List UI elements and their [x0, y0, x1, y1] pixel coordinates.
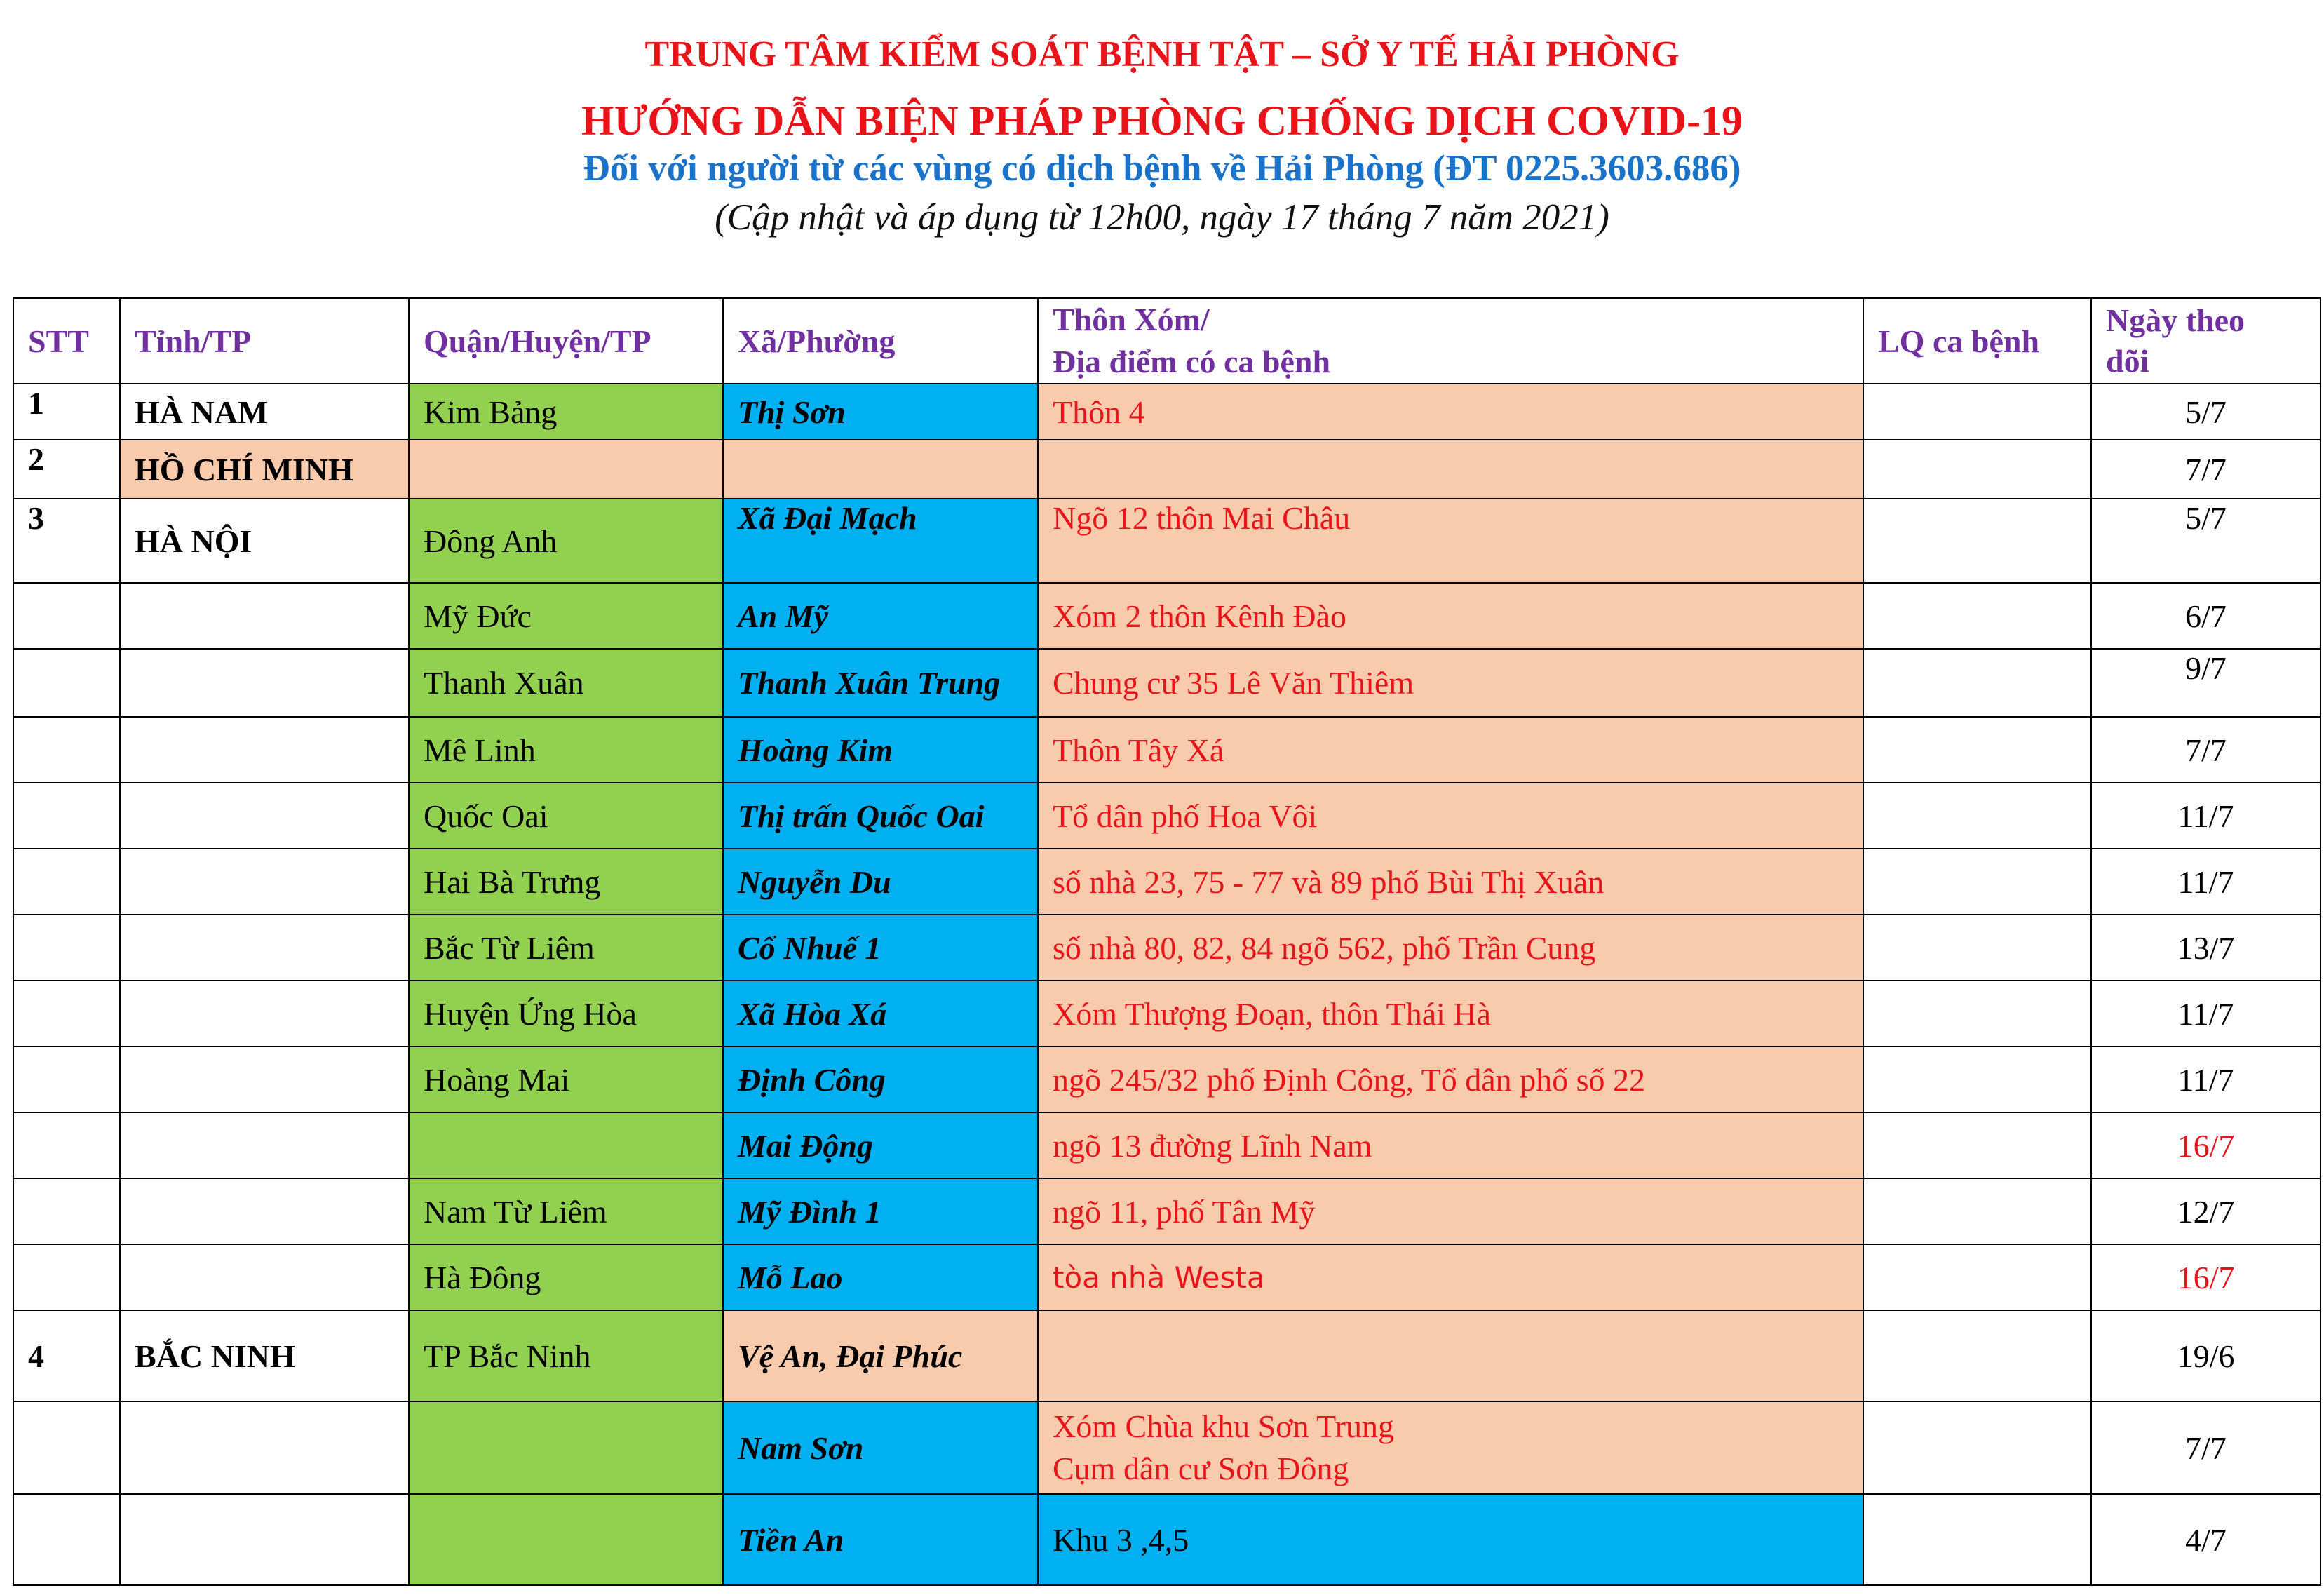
table-row: [13, 1112, 2320, 1178]
cell-stt: [13, 1046, 120, 1112]
update-note: (Cập nhật và áp dụng từ 12h00, ngày 17 tháng 7 năm 2021): [715, 197, 1609, 238]
cell-place: Chung cư 35 Lê Văn Thiêm: [1038, 649, 1863, 717]
table-row: [13, 915, 2320, 981]
document-title: HƯỚNG DẪN BIỆN PHÁP PHÒNG CHỐNG DỊCH COVID-19: [581, 97, 1743, 144]
cell-district: [409, 1401, 723, 1494]
cell-district: [409, 1494, 723, 1585]
cell-district: [409, 440, 723, 499]
header-day-line2: dõi: [2106, 343, 2149, 379]
epidemic-area-table: [13, 297, 2321, 1586]
cell-province: [120, 1494, 409, 1585]
cell-ward: Xã Hòa Xá: [723, 981, 1038, 1046]
cell-place: [1038, 1310, 1863, 1401]
cell-province: [120, 1046, 409, 1112]
table-row: [13, 440, 2320, 499]
cell-ward: Vệ An, Đại Phúc: [723, 1310, 1038, 1401]
table-row: [13, 1244, 2320, 1310]
cell-ward: [723, 440, 1038, 499]
cell-stt: 4: [13, 1310, 120, 1401]
header-stt: STT: [13, 298, 120, 384]
cell-day: 7/7: [2091, 440, 2320, 499]
cell-stt: [13, 717, 120, 783]
cell-stt: [13, 1178, 120, 1244]
cell-day: 9/7: [2091, 649, 2320, 717]
cell-lq: [1863, 1178, 2091, 1244]
header-place-line2: Địa điểm có ca bệnh: [1053, 344, 1331, 379]
cell-stt: [13, 649, 120, 717]
cell-district: [409, 1112, 723, 1178]
cell-district: Mê Linh: [409, 717, 723, 783]
cell-district: Hoàng Mai: [409, 1046, 723, 1112]
cell-province: [120, 1112, 409, 1178]
cell-province: [120, 1401, 409, 1494]
cell-place: Xóm 2 thôn Kênh Đào: [1038, 583, 1863, 649]
cell-place: số nhà 80, 82, 84 ngõ 562, phố Trần Cung: [1038, 915, 1863, 981]
cell-lq: [1863, 1112, 2091, 1178]
cell-district: Bắc Từ Liêm: [409, 915, 723, 981]
cell-place: Thôn Tây Xá: [1038, 717, 1863, 783]
cell-district: TP Bắc Ninh: [409, 1310, 723, 1401]
cell-ward: Mỗ Lao: [723, 1244, 1038, 1310]
cell-stt: [13, 849, 120, 915]
cell-day: 7/7: [2091, 717, 2320, 783]
cell-lq: [1863, 1244, 2091, 1310]
table-row: [13, 1178, 2320, 1244]
cell-day: 13/7: [2091, 915, 2320, 981]
cell-day: 4/7: [2091, 1494, 2320, 1585]
cell-lq: [1863, 583, 2091, 649]
cell-ward: Mai Động: [723, 1112, 1038, 1178]
table-row: [13, 1310, 2320, 1401]
cell-place: số nhà 23, 75 - 77 và 89 phố Bùi Thị Xuân: [1038, 849, 1863, 915]
organization-name: TRUNG TÂM KIỂM SOÁT BỆNH TẬT – SỞ Y TẾ HẢI PHÒNG: [644, 34, 1680, 74]
cell-day: 19/6: [2091, 1310, 2320, 1401]
cell-district: Huyện Ứng Hòa: [409, 981, 723, 1046]
cell-place: Thôn 4: [1038, 384, 1863, 440]
cell-lq: [1863, 1494, 2091, 1585]
cell-province: [120, 583, 409, 649]
cell-district: Kim Bảng: [409, 384, 723, 440]
cell-stt: [13, 583, 120, 649]
cell-lq: [1863, 384, 2091, 440]
header-lq: LQ ca bệnh: [1863, 298, 2091, 384]
table-row: [13, 384, 2320, 440]
cell-lq: [1863, 1310, 2091, 1401]
table-row: [13, 981, 2320, 1046]
cell-province: [120, 649, 409, 717]
table-row: [13, 649, 2320, 717]
cell-day: 11/7: [2091, 849, 2320, 915]
cell-province: HỒ CHÍ MINH: [120, 440, 409, 499]
cell-lq: [1863, 499, 2091, 583]
cell-district: Mỹ Đức: [409, 583, 723, 649]
cell-stt: 1: [13, 384, 120, 440]
cell-day: 5/7: [2091, 384, 2320, 440]
cell-day: 16/7: [2091, 1244, 2320, 1310]
cell-province: [120, 1244, 409, 1310]
cell-place: tòa nhà Westa: [1038, 1244, 1863, 1310]
cell-ward: Nguyễn Du: [723, 849, 1038, 915]
cell-place: Xóm Thượng Đoạn, thôn Thái Hà: [1038, 981, 1863, 1046]
cell-day: 16/7: [2091, 1112, 2320, 1178]
cell-stt: [13, 1401, 120, 1494]
header-province: Tỉnh/TP: [120, 298, 409, 384]
cell-district: Thanh Xuân: [409, 649, 723, 717]
cell-province: [120, 717, 409, 783]
cell-ward: An Mỹ: [723, 583, 1038, 649]
cell-province: [120, 849, 409, 915]
cell-ward: Thị trấn Quốc Oai: [723, 783, 1038, 849]
cell-day: 5/7: [2091, 499, 2320, 583]
cell-day: 6/7: [2091, 583, 2320, 649]
cell-lq: [1863, 440, 2091, 499]
document-subtitle: Đối với người từ các vùng có dịch bệnh về Hải Phòng (ĐT 0225.3603.686): [583, 148, 1741, 189]
cell-ward: Hoàng Kim: [723, 717, 1038, 783]
cell-province: [120, 1178, 409, 1244]
cell-place: ngõ 11, phố Tân Mỹ: [1038, 1178, 1863, 1244]
table-row: [13, 583, 2320, 649]
table-row: [13, 1401, 2320, 1494]
cell-day: 11/7: [2091, 783, 2320, 849]
cell-district: Nam Từ Liêm: [409, 1178, 723, 1244]
cell-place: [1038, 440, 1863, 499]
cell-stt: [13, 1112, 120, 1178]
cell-province: [120, 783, 409, 849]
cell-province: HÀ NAM: [120, 384, 409, 440]
cell-lq: [1863, 981, 2091, 1046]
place-line: Xóm Chùa khu Sơn Trung: [1053, 1408, 1394, 1444]
cell-stt: [13, 1244, 120, 1310]
cell-province: [120, 915, 409, 981]
cell-lq: [1863, 915, 2091, 981]
header-day-line1: Ngày theo: [2106, 302, 2245, 338]
cell-day: 11/7: [2091, 981, 2320, 1046]
cell-stt: [13, 915, 120, 981]
header-day: [2091, 298, 2320, 384]
header-district: Quận/Huyện/TP: [409, 298, 723, 384]
table-row: [13, 849, 2320, 915]
cell-stt: [13, 783, 120, 849]
cell-ward: Tiền An: [723, 1494, 1038, 1585]
cell-place: ngõ 245/32 phố Định Công, Tổ dân phố số 22: [1038, 1046, 1863, 1112]
cell-ward: Định Công: [723, 1046, 1038, 1112]
cell-place: Khu 3 ,4,5: [1038, 1494, 1863, 1585]
table-row: [13, 499, 2320, 583]
header-place: [1038, 298, 1863, 384]
table-row: [13, 717, 2320, 783]
cell-province: [120, 981, 409, 1046]
cell-ward: Thị Sơn: [723, 384, 1038, 440]
cell-ward: Cổ Nhuế 1: [723, 915, 1038, 981]
header-ward: Xã/Phường: [723, 298, 1038, 384]
table-row: [13, 783, 2320, 849]
header-place-line1: Thôn Xóm/: [1053, 302, 1210, 337]
cell-lq: [1863, 1401, 2091, 1494]
cell-province: HÀ NỘI: [120, 499, 409, 583]
cell-province: BẮC NINH: [120, 1310, 409, 1401]
cell-day: 11/7: [2091, 1046, 2320, 1112]
cell-lq: [1863, 717, 2091, 783]
cell-day: 7/7: [2091, 1401, 2320, 1494]
cell-day: 12/7: [2091, 1178, 2320, 1244]
cell-district: Hai Bà Trưng: [409, 849, 723, 915]
cell-district: Hà Đông: [409, 1244, 723, 1310]
table-header-row: [13, 298, 2320, 384]
place-line: Cụm dân cư Sơn Đông: [1053, 1451, 1349, 1486]
cell-lq: [1863, 783, 2091, 849]
cell-place: [1038, 1401, 1863, 1494]
cell-stt: [13, 1494, 120, 1585]
cell-ward: Nam Sơn: [723, 1401, 1038, 1494]
cell-stt: 3: [13, 499, 120, 583]
cell-lq: [1863, 649, 2091, 717]
cell-stt: 2: [13, 440, 120, 499]
cell-lq: [1863, 849, 2091, 915]
cell-stt: [13, 981, 120, 1046]
cell-ward: Xã Đại Mạch: [723, 499, 1038, 583]
cell-ward: Mỹ Đình 1: [723, 1178, 1038, 1244]
table-row: [13, 1046, 2320, 1112]
cell-ward: Thanh Xuân Trung: [723, 649, 1038, 717]
cell-place: Tổ dân phố Hoa Vôi: [1038, 783, 1863, 849]
cell-place: ngõ 13 đường Lĩnh Nam: [1038, 1112, 1863, 1178]
cell-district: Đông Anh: [409, 499, 723, 583]
table-row: [13, 1494, 2320, 1585]
cell-place: Ngõ 12 thôn Mai Châu: [1038, 499, 1863, 583]
cell-lq: [1863, 1046, 2091, 1112]
cell-district: Quốc Oai: [409, 783, 723, 849]
